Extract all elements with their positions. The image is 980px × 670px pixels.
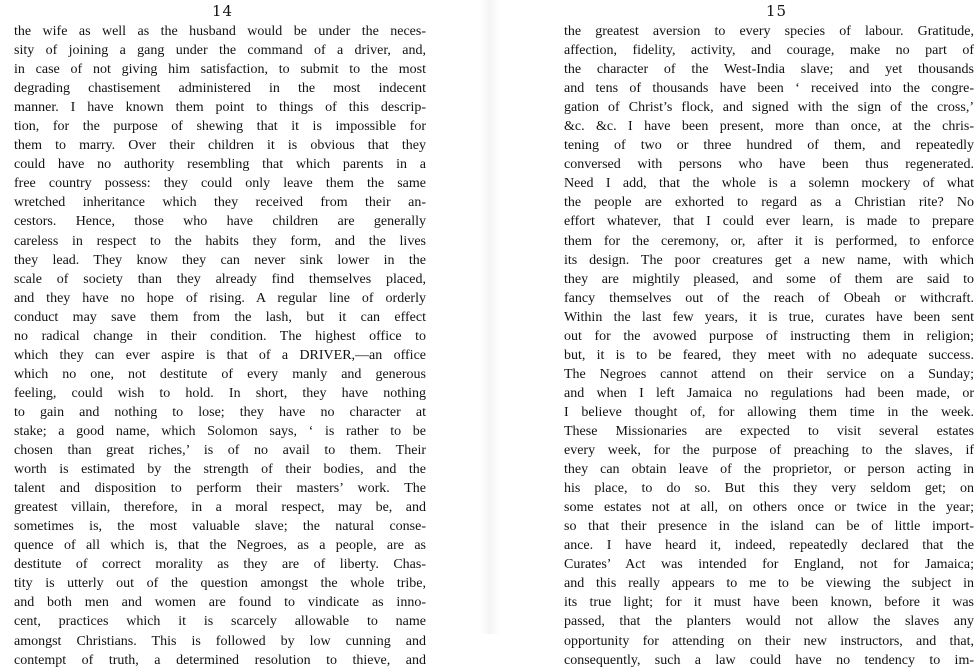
text-line: the greatest aversion to every species of labour. Gratitude, [564,24,974,39]
text-line: in case of not giving him satisfaction, to submit to the most [14,62,426,78]
text-line: I believe thought of, for allowing them time in the week. [564,404,974,420]
text-line: them to marry. Over their children it is obvious that they [14,138,426,154]
text-line: but, it is to be feared, they meet with no adequate success. [564,347,974,363]
text-line: no radical change in their condition. The highest office to [14,328,426,344]
text-line: sometimes is, the most valuable slave; the natural conse- [14,519,426,535]
text-line: stake; a good name, which Solomon says, ‘ is rather to be [14,423,426,439]
text-line: Need I add, that the whole is a solemn mockery of what [564,176,974,192]
text-line: greatest villain, therefore, in a moral respect, may be, and [14,500,426,516]
text-line: every week, for the purpose of preaching to the slaves, if [564,443,974,459]
text-line: cestors. Hence, those who have children are generally [14,214,426,230]
text-line: tening of two or three hundred of them, and repeatedly [564,138,974,154]
text-line: gation of Christ’s flock, and signed with the sign of the cross,’ [564,100,974,116]
text-line: they lead. They know they can never sink lower in the [14,252,426,268]
text-line: &c. &c. I have been present, more than once, at the chris- [564,119,974,135]
text-line: and when I left Jamaica no regulations had been made, or [564,385,974,401]
text-line: Curates’ Act was intended for England, not for Jamaica; [564,557,974,573]
text-line: affection, fidelity, activity, and courage, make no part of [564,43,974,59]
text-line: These Missionaries are expected to visit several estates [564,423,974,439]
text-line: Within the last few years, it is true, curates have been sent [564,309,974,325]
text-line: so that their presence in the island can be of little import- [564,519,974,535]
text-line: wretched inheritance which they received from their an- [14,195,426,211]
text-line: some estates not at all, on others once or twice in the year; [564,500,974,516]
text-line: consequently, such a law could have no tendency to im- [564,652,974,668]
text-line: to gain and nothing to lose; they have no character at [14,404,426,420]
text-line: conversed with persons who have been thus regenerated. [564,157,974,173]
text-line: which no one, not destitute of every manly and generous [14,366,426,382]
text-line: effort whatever, that I could ever learn, is made to prepare [564,214,974,230]
text-line: and tens of thousands have been ‘ received into the congre- [564,81,974,97]
text-line: opportunity for attending on their new instructors, and that, [564,633,974,649]
text-line: they are mightily pleased, and some of them are said to [564,271,974,287]
book-gutter [480,0,500,634]
text-line: they can obtain leave of the proprietor, or person acting in [564,462,974,478]
text-line: fancy themselves out of the reach of Obeah or withcraft. [564,290,974,306]
text-line: which they can ever aspire is that of a DRIVER,—an office [14,347,426,363]
right-page [500,0,980,668]
text-line: and both men and women are found to vindicate as inno- [14,595,426,611]
text-line: scale of society than they already find themselves placed, [14,271,426,287]
text-line: and they have no hope of rising. A regular line of orderly [14,290,426,306]
text-line: the people are exhorted to regard as a Christian rite? No [564,195,974,211]
text-line: sity of joining a gang under the command of a driver, and, [14,43,426,59]
text-line: The Negroes cannot attend on their service on a Sunday; [564,366,974,382]
text-line: cent, practices which it is scarcely allowable to name [14,614,426,630]
text-line: careless in respect to the habits they form, and the lives [14,233,426,249]
text-line: out for the avowed purpose of instructing them in religion; [564,328,974,344]
text-line: amongst Christians. This is followed by low cunning and [14,633,426,649]
text-line: conduct may save them from the lash, but it can effect [14,309,426,325]
right-page-body [564,22,974,670]
page-number-left: 14 [212,2,234,20]
text-line: its design. The poor creatures get a new name, with which [564,252,974,268]
text-line: talent and disposition to perform their masters’ work. The [14,481,426,497]
text-line: degrading chastisement administered in the most indecent [14,81,426,97]
text-line: them for the ceremony, or, after it is performed, to enforce [564,233,974,249]
text-line: tion, for the purpose of shewing that it is impossible for [14,119,426,135]
text-line: the wife as well as the husband would be under the neces- [14,24,426,39]
text-line: free country possess: they could only leave them the same [14,176,426,192]
text-line: manner. I have known them point to things of this descrip- [14,100,426,116]
text-line: feeling, could wish to hold. In short, they have nothing [14,385,426,401]
text-line: its true light; for it must have been known, before it was [564,595,974,611]
text-line: worth is estimated by the strength of their bodies, and the [14,462,426,478]
page-number-right: 15 [766,2,788,20]
left-page [0,0,480,668]
text-line: destitute of correct morality as they are of liberty. Chas- [14,557,426,573]
text-line: his place, to do so. But this they very seldom get; on [564,481,974,497]
text-line: chosen than great riches,’ is of no avail to them. Their [14,443,426,459]
text-line: passed, that the planters would not allow the slaves any [564,614,974,630]
text-line: and this really appears to me to be viewing the subject in [564,576,974,592]
text-line: could have no authority resembling that which parents in a [14,157,426,173]
left-page-body [14,22,426,670]
text-line: tity is utterly out of the question amongst the whole tribe, [14,576,426,592]
text-line: the character of the West-India slave; and yet thousands [564,62,974,78]
text-line: contempt of truth, a determined resolution to thieve, and [14,652,426,668]
text-line: ance. I have heard it, indeed, repeatedly declared that the [564,538,974,554]
text-line: quence of all which is, that the Negroes, as a people, are as [14,538,426,554]
